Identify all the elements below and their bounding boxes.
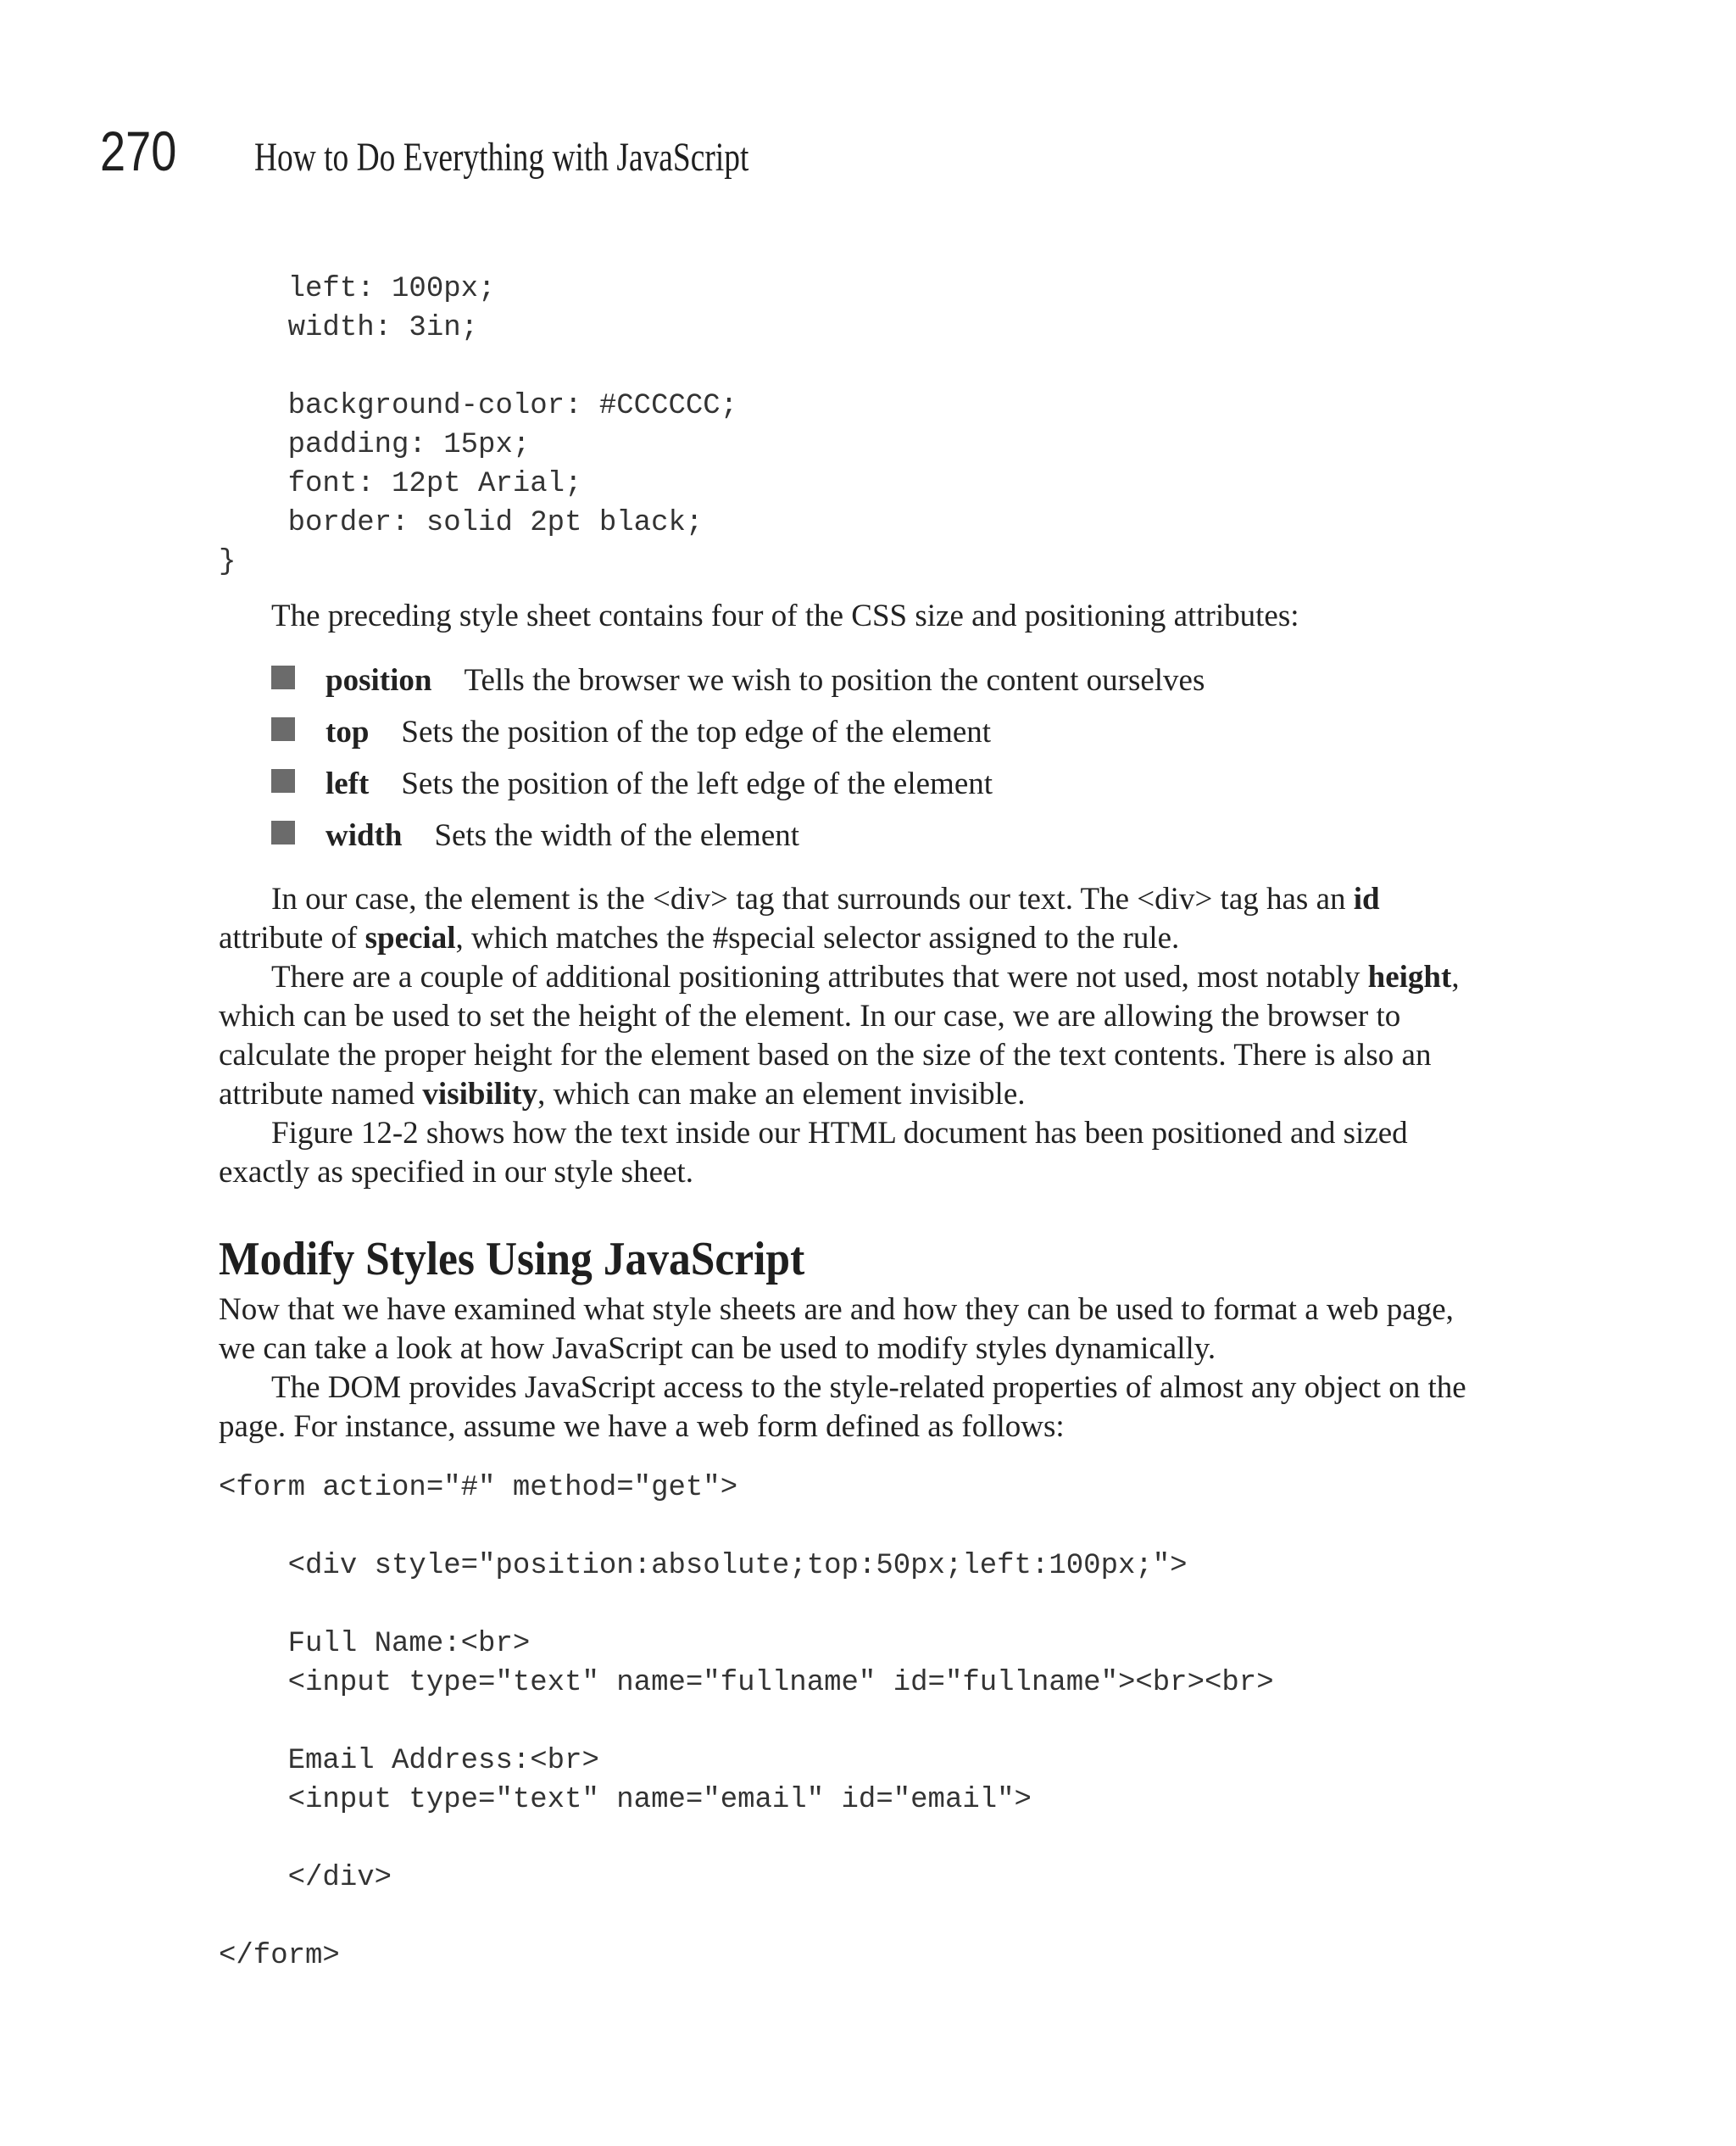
- list-description: Tells the browser we wish to position the content ourselves: [464, 663, 1205, 698]
- square-bullet-icon: [271, 769, 295, 793]
- square-bullet-icon: [271, 666, 295, 689]
- text-run: There are a couple of additional positioning attributes that were not used, most notably: [271, 960, 1368, 995]
- list-item: [271, 655, 1490, 706]
- attribute-list: [271, 655, 1490, 861]
- square-bullet-icon: [271, 717, 295, 741]
- bold-term: height: [1367, 960, 1452, 995]
- page-content: [219, 270, 1490, 1976]
- code-line: [219, 1820, 1490, 1859]
- paragraph-dom-access: The DOM provides JavaScript access to the style-related properties of almost any object on the page. For instance, assume we have a web form defined as follows:: [219, 1370, 1466, 1444]
- code-line: <div style="position:absolute;top:50px;left:100px;">: [219, 1550, 1188, 1582]
- bold-term: visibility: [422, 1077, 538, 1112]
- list-description: Sets the position of the left edge of the element: [401, 766, 993, 801]
- list-term: position: [326, 663, 432, 698]
- code-line: width: 3in;: [219, 312, 479, 344]
- running-head: [100, 119, 888, 195]
- page-number: 270: [100, 120, 177, 182]
- code-block-style-sheet: [219, 270, 1490, 582]
- list-term: top: [326, 715, 370, 750]
- code-line: [219, 1508, 1490, 1547]
- paragraph-additional-attributes: [219, 958, 1490, 1114]
- intro-paragraph: The preceding style sheet contains four of the CSS size and positioning attributes:: [271, 599, 1299, 633]
- code-line: [219, 1898, 1490, 1937]
- bold-term: id: [1353, 882, 1380, 917]
- text-run: , which can be used to set the height of the element. In our case, we are allowing the browser to calculate the proper height for the element based on the size of the text contents. There is also an attribute named: [219, 960, 1460, 1112]
- code-block-web-form: [219, 1469, 1490, 1976]
- code-line: <input type="text" name="email" id="email">: [219, 1784, 1032, 1816]
- list-description: Sets the position of the top edge of the element: [401, 715, 992, 750]
- text-run: attribute of: [219, 921, 365, 956]
- section-heading: Modify Styles Using JavaScript: [219, 1233, 805, 1285]
- code-line: background-color: #CCCCCC;: [219, 390, 738, 422]
- code-line: font: 12pt Arial;: [219, 468, 582, 500]
- list-term: width: [326, 818, 403, 853]
- list-item: [271, 810, 1490, 861]
- code-line: <input type="text" name="fullname" id="fullname"><br><br>: [219, 1667, 1274, 1699]
- paragraph-figure-reference: Figure 12-2 shows how the text inside our HTML document has been positioned and sized exactly as specified in our style sheet.: [219, 1116, 1408, 1190]
- square-bullet-icon: [271, 821, 295, 844]
- bold-term: special: [364, 921, 456, 956]
- list-item: [271, 706, 1490, 758]
- code-line: </div>: [219, 1862, 392, 1894]
- list-term: left: [326, 766, 370, 801]
- code-line: padding: 15px;: [219, 429, 531, 461]
- code-line: Email Address:<br>: [219, 1745, 599, 1777]
- code-line: left: 100px;: [219, 273, 496, 305]
- code-line: [219, 348, 1490, 387]
- code-line: [219, 1586, 1490, 1625]
- list-description: Sets the width of the element: [434, 818, 800, 853]
- code-line: <form action="#" method="get">: [219, 1472, 738, 1504]
- text-run: , which matches the #special selector assigned to the rule.: [455, 921, 1180, 956]
- list-item: [271, 758, 1490, 810]
- text-run: , which can make an element invisible.: [537, 1077, 1026, 1112]
- paragraph-div-tag: [219, 880, 1490, 958]
- text-run: In our case, the element is the <div> tag that surrounds our text. The <div> tag has an: [271, 882, 1354, 917]
- code-line: }: [219, 546, 236, 578]
- code-line: border: solid 2pt black;: [219, 507, 704, 539]
- book-title: How to Do Everything with JavaScript: [254, 135, 749, 180]
- code-line: [219, 1703, 1490, 1742]
- code-line: </form>: [219, 1940, 340, 1972]
- paragraph-section-intro: Now that we have examined what style sheets are and how they can be used to format a web page, we can take a look at how JavaScript can be used to modify styles dynamically.: [219, 1292, 1454, 1366]
- code-line: Full Name:<br>: [219, 1628, 531, 1660]
